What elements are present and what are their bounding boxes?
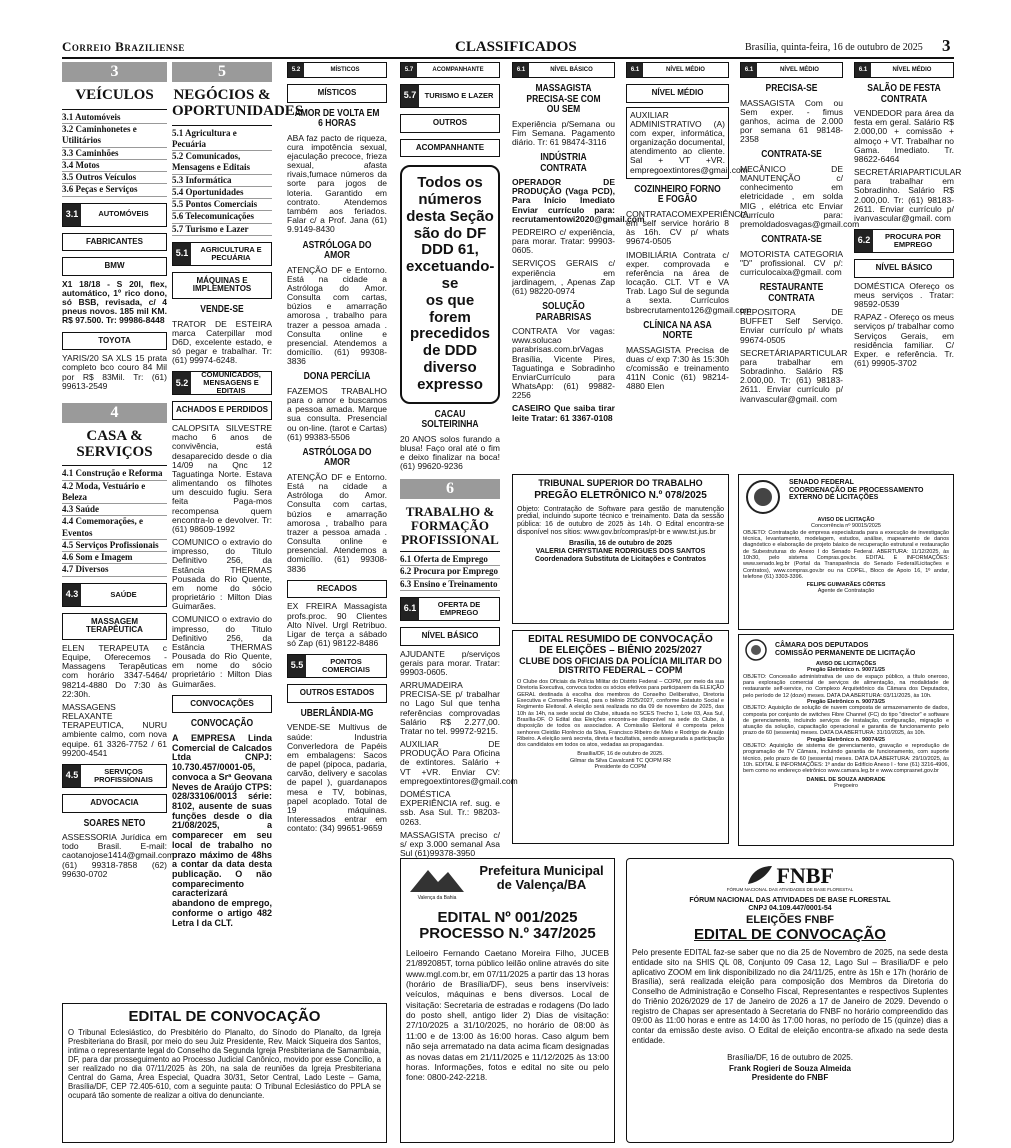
- subcategory-massagem: MASSAGEM TERAPÊUTICA: [62, 613, 167, 640]
- notice-title: CÂMARA DOS DEPUTADOS: [775, 642, 869, 650]
- ad-heading: ASTRÓLOGA DO AMOR: [302, 239, 372, 262]
- notice-camara: [738, 634, 954, 846]
- notice-date: Brasília, 16 de outubro de 2025: [568, 540, 673, 548]
- notice-subtitle: de Valença/BA: [496, 877, 587, 893]
- ad-text: X1 18/18 - S 20I, flex, automático, 1º rico dono, só BSB, revisada, c/ 4 pneus novos. 185 mil KM. R$ 97.500. Tr: 99986-8448: [62, 278, 167, 326]
- category-tag-agricultura: [172, 242, 272, 266]
- column-6: [626, 62, 752, 472]
- promo-line: de DDD: [422, 342, 478, 360]
- column-4: [400, 62, 518, 859]
- section-index-4: [62, 465, 167, 576]
- column-header-number: 6.1: [513, 63, 529, 77]
- category-label: OFERTA DE EMPREGO: [437, 599, 481, 617]
- notice-role: Pregoeiro: [834, 782, 858, 789]
- notice-title: EDITAL RESUMIDO DE CONVOCAÇÃO: [528, 634, 713, 645]
- masthead-rule: [62, 57, 954, 59]
- promo-line: números: [418, 191, 482, 209]
- ad-heading: ASTRÓLOGA DO AMOR: [302, 446, 372, 469]
- ad-heading: UBERLÂNDIA-MG: [300, 707, 374, 719]
- index-item[interactable]: 5.7 Turismo e Lazer: [172, 224, 272, 236]
- category-tag-saude: [62, 583, 167, 607]
- notice-body: Pelo presente EDITAL faz-se saber que no dia 25 de Novembro de 2025, na sede desta entidade sito na SHIS QL 08, Conjunto 09 Casa 12, Lago Sul – Brasília/DF e pelo aplicativo ZOOM em link disponibilizado no dia 24/11/25, entre às 15h e 17h (horário de Brasília), será realizada eleição para composição dos Membros da Diretoria do Conselho de Administração e Conselho Fiscal, Representantes e respectivos Suplentes do Triênio 2026/2029 de 17 de Janeiro de 2026 a 17 de Janeiro de 2029. Devendo o registro de Chapas ser apresentado à Secretaria do FNBF no horário compreendido das 09:00 às 11:00 horas e entre as 14:00 às 17:00 horas, no período de 15 (quinze) dias a contar da emissão deste aviso. O Edital de eleição encontra-se afixado na sede desta entidade.: [632, 948, 948, 1045]
- notice-body: Objeto: Contratação de Software para gestão de manutenção predial, incluindo suporte técnico e treinamento. Data da sessão pública: 16 de outubro de 2025 às 14h. O Edital encontra-se disponível nos sítios: www.gov.br/compras/pt-br e www.tst.jus.br: [517, 505, 724, 536]
- notice-body: OBJETO: Aquisição de sistema de gerenciamento, gravação e reprodução de programação de TV Câmara, incluindo garantia de funcionamento, com suporte técnico, pelo prazo de 60 (sessenta) meses. DATA DA ABERTURA: 29/10/2025, às 10h. EDITAL E INFORMAÇÕES: 1º andar do Edifício Anexo I - fone (61) 3216-4906, bem como no endereço eletrônico www.camara.leg.br e www.comprasnet.gov.br: [743, 743, 949, 775]
- classified-ad: IMOBILIÁRIA Contrata c/ exper. comprovada e referência na área de locação. CLT. VT e VA Trab. Lago Sul de segunda a sexta. Currículos bsbrecrutamento126@gmail.com: [626, 249, 752, 315]
- section-number-5: 5: [172, 62, 272, 82]
- section-title-negocios: NEGÓCIOS & OPORTUNIDADES: [172, 87, 304, 119]
- index-item[interactable]: 5.1 Agricultura e Pecuária: [172, 128, 272, 152]
- subcategory-nivel-basico: NÍVEL BÁSICO: [400, 627, 500, 646]
- category-label: PROCURA POR EMPREGO: [885, 231, 941, 250]
- promo-line: diverso: [423, 359, 477, 377]
- category-number: 4.3: [63, 584, 81, 606]
- notice-header: [743, 639, 949, 661]
- classified-ad: SECRETÁRIAPARTICULAR para trabalhar em Sobradinho. Salário R$ 2.000,00. Tr: (61) 98183-2611. Enviar currículo p/ ivanvascular@gmail. com: [854, 167, 962, 223]
- category-label: SERVIÇOS PROFISSIONAIS: [94, 766, 153, 784]
- classified-ad: MECÂNICO DE MANUTENÇÃO c/ conhecimento em eletricidade , em solda MIG , elétrica etc Enviar Currículo para: premoldadosvagas@gmail.com: [740, 163, 860, 229]
- classified-ad: VENDE-SE Multivus de saúde: Industria Converledora de Papéis em embalagens: Sacos de papel (pipoca, padaria, carvão, delivery e sacolas de papel ), guardanapos mesa e TV, bobinas, papel acoplado. Total de 19 máquinas. Interessados entrar em contato: (34) 99651-9659: [287, 722, 387, 834]
- classified-ad: PEDREIRO c/ experiência, para morar. Tratar: 99903-0605.: [512, 226, 615, 256]
- category-label: AUTOMÓVEIS: [98, 209, 149, 219]
- ad-heading: SOARES NETO: [83, 817, 146, 829]
- notice-title: TRIBUNAL SUPERIOR DO TRABALHO: [538, 478, 703, 488]
- section-index-5: [172, 125, 272, 236]
- newspaper-name: Correio Braziliense: [62, 39, 185, 54]
- notice-valenca: [400, 858, 615, 1143]
- section-title-casa: CASA & SERVIÇOS: [76, 427, 153, 460]
- category-label: AGRICULTURA E PECUÁRIA: [200, 244, 262, 262]
- column-header-number: 5.7: [401, 63, 417, 77]
- category-label: SAÚDE: [110, 589, 137, 599]
- column-header: [287, 62, 387, 78]
- classified-ad: DOMÉSTICA EXPERIÊNCIA ref. sug. e ssb. Asa Sul. Tr.: 98203-0263.: [400, 789, 500, 827]
- category-number: 5.5: [288, 655, 306, 677]
- classified-ad: CONTRATACOMEXPERIÊNCIA em self service horário 8 às 16h. CV p/ whats 99674-0505: [626, 208, 749, 247]
- index-item[interactable]: 5.5 Pontos Comerciais: [172, 199, 272, 211]
- column-header-number: 5.2: [288, 63, 304, 77]
- classified-ad: ASSESSORIA Jurídica em todo Brasil. E-mail: caotanojose1414@gmail.com (61) 99318-7858 (62) 99630-0702: [62, 832, 175, 879]
- classified-ad: SERVIÇOS GERAIS c/ experiência em jardinagem, , Apenas Zap (61) 98220-0974: [512, 258, 615, 296]
- notice-fnbf: [626, 858, 954, 1143]
- promo-line: os que forem: [425, 291, 475, 326]
- index-item[interactable]: 5.3 Informática: [172, 175, 272, 187]
- classified-ad: ARRUMADEIRA PRECISA-SE p/ trabalhar no Lago Sul que tenha referências comprovadas Salário R$ 2.277,00. Tratar no tel. 99972-9215.: [400, 680, 500, 736]
- column-header: [512, 62, 615, 78]
- subcategory-toyota: TOYOTA: [62, 332, 167, 351]
- column-header: [400, 62, 500, 78]
- page-number: 3: [942, 36, 951, 55]
- notice-date: Brasília/DF, 16 de outubro de 2025.: [727, 1052, 853, 1062]
- index-item[interactable]: 3.5 Outros Veículos: [62, 172, 167, 184]
- classified-ad: [62, 280, 167, 326]
- category-number: 5.1: [173, 243, 191, 265]
- classified-ad: A EMPRESA Linda Comercial de Calcados Ltda CNPJ: 10.730.457/0001-05, convoca a Srª Geovana Neves de Araújo CTPS: 028/33106/0013 série: 8102, ausente de suas funções desde o dia 21/08/2025, a comparecer em seu local de trabalho no prazo máximo de 48hs a contar da data desta publicação. O não comparecimento caracterizará abandono de emprego, conforme o artigo 482 Letra I da CLT.: [172, 732, 272, 928]
- index-item[interactable]: 5.4 Oportunidades: [172, 187, 272, 199]
- notice-role: Presidente do COPM: [594, 764, 647, 771]
- ad-heading: CONVOCAÇÃO: [190, 718, 254, 730]
- category-label: TURISMO E LAZER: [424, 90, 494, 100]
- notice-copm: [512, 630, 729, 844]
- notice-signatory: Frank Rogieri de Souza Almeida: [729, 1064, 851, 1074]
- classified-ad: AUXILIAR DE PRODUÇÃO Para Oficina de extintores. Salário + VT +VR. Enviar CV: empregoextintores@gmail.com: [400, 739, 518, 786]
- notice-presbiterio: [62, 1003, 387, 1143]
- notice-title: SENADO FEDERAL: [789, 479, 854, 486]
- notice-header: [743, 479, 949, 515]
- subcategory-misticos: MÍSTICOS: [287, 84, 387, 103]
- section-title-trabalho: TRABALHO & FORMAÇÃO PROFISSIONAL: [401, 504, 499, 547]
- section-number-4: 4: [62, 403, 167, 423]
- column-header-label: NÍVEL BÁSICO: [550, 66, 593, 73]
- index-item[interactable]: 6.3 Ensino e Treinamento: [400, 579, 500, 591]
- ad-heading: SOLUÇÃO PARABRISAS: [535, 301, 592, 323]
- category-tag-comunicados: [172, 371, 272, 395]
- category-tag-oferta: [400, 597, 500, 621]
- classified-ad: AJUDANTE p/serviços gerais para morar. Tratar: 99903-0605.: [400, 648, 500, 677]
- section-title-veiculos: VEÍCULOS: [75, 87, 154, 103]
- column-3: [287, 62, 387, 1002]
- classified-ad: ATENÇÃO DF e Entorno. Está na cidade a Astróloga do Amor. Consulta com cartas, búzios e amarração amorosa , trabalho para trazer a pessoa amada . Consulta online e presencial. Atendemos a domicílio. (61) 99308-3836: [287, 264, 387, 367]
- column-header-label: NÍVEL MÉDIO: [780, 66, 819, 73]
- column-2: [172, 62, 304, 1002]
- index-item[interactable]: 3.2 Caminhonetes e Utilitários: [62, 124, 167, 148]
- classified-ad: SECRETÁRIAPARTICULAR para trabalhar em Sobradinho. Salário R$ 2.000,00. Tr: (61) 98183-2611. Enviar currículo p/ ivanvascular@gmail. com: [740, 347, 848, 404]
- notice-body: OBJETO: Concessão administrativa de uso de espaço público, a título oneroso, para exploração comercial de serviços de alimentação, na modalidade de restaurante self-service, no Complexo Arquitetônico da Câmara dos Deputados, pelo período de 12 (doze) meses. DATA DA ABERTURA: 03/11/2025, às 10h.: [743, 673, 949, 699]
- ad-heading: DONA PERCÍLIA: [303, 371, 371, 383]
- category-tag-pontos: [287, 654, 387, 678]
- column-header-label: NÍVEL MÉDIO: [892, 66, 932, 73]
- column-header: [626, 62, 729, 78]
- classified-ad: MOTORISTA CATEGORIA "D" profissional. CV p/: curriculocaixa@gmail. com: [740, 248, 843, 277]
- subcategory-outros-estados: OUTROS ESTADOS: [287, 684, 387, 703]
- category-tag-automoveis: [62, 203, 167, 227]
- classified-ad: FAZEMOS TRABALHO para o amor e buscamos a pessoa amada. Marque sua consulta. Presencial ou on-line. (tarot e Cartas) (61) 99383-5506: [287, 385, 387, 442]
- subcategory-nivel-medio: NÍVEL MÉDIO: [626, 84, 729, 103]
- classified-ad: MASSAGISTA Com ou Sem exper. - fimus ganhos, acima de 2.000 por semana 61 98148-2358: [740, 97, 843, 145]
- logo-caption: Valença da Bahia: [417, 895, 457, 902]
- notice-body: Leiloeiro Fernando Caetano Moreira Filho, JUCEB 21/892085T, torna público leilão online através do site www.mgl.com.br, em 07/11/2025 a partir das 13 horas (horário de Brasília/DF), seus bens inservíveis: veículos, máquinas e bens diversos. Local de visitação: Secretaria de estradas e rodagens (Do lado do posto shell, antigo lider 2) Dias de visitação: 27/10/2025 a 31/10/2025, no horário de 08:00 às 11:00 e de 13:00 às 16:00 horas. Caso algum bem não seja arrematado na data acima ficam designadas as novas datas em 21/11/2025 e 11/12/2025 às 13:00 horas. Informações, fotos e edital no site ou pelo fone: 0800-242-2218.: [406, 947, 609, 1083]
- column-8: [854, 62, 962, 472]
- notice-role: Presidente do FNBF: [751, 1072, 829, 1082]
- notice-header: [406, 864, 609, 902]
- notice-signatory: DANIEL DE SOUZA ANDRADE: [806, 776, 886, 783]
- subcategory-convocacoes: CONVOCAÇÕES: [172, 695, 272, 714]
- notice-subhead: Pregão Eletrônico n. 90071/25: [807, 667, 885, 674]
- valenca-logo: [406, 864, 468, 902]
- index-item[interactable]: 4.1 Construção e Reforma: [62, 468, 167, 480]
- index-item[interactable]: 5.6 Telecomunicações: [172, 211, 272, 223]
- notice-heading: ELEIÇÕES FNBF: [745, 914, 834, 927]
- category-number: 4.5: [63, 765, 81, 787]
- notice-subhead: Pregão Eletrônico n. 90073/25: [807, 698, 885, 705]
- edition-date: Brasília, quinta-feira, 16 de outubro de 2025: [745, 42, 923, 53]
- subcategory-achados: ACHADOS E PERDIDOS: [172, 401, 272, 420]
- subcategory-fabricantes: FABRICANTES: [62, 233, 167, 252]
- mountain-logo-icon: [408, 864, 466, 894]
- notice-subtitle: CLUBE DOS OFICIAIS DA POLÍCIA MILITAR DO DISTRITO FEDERAL – COPM: [519, 655, 722, 676]
- logo-caption: FÓRUM NACIONAL DAS ATIVIDADES DE BASE FLORESTAL: [726, 887, 854, 893]
- logo-text: FNBF: [776, 863, 834, 889]
- notice-subhead: AVISO DE LICITAÇÃO: [817, 517, 875, 523]
- subcategory-bmw: BMW: [62, 257, 167, 276]
- subcategory-acompanhante: ACOMPANHANTE: [400, 139, 500, 158]
- category-tag-procura: [854, 229, 954, 253]
- column-header-label: NÍVEL MÉDIO: [666, 66, 705, 73]
- index-item[interactable]: 5.2 Comunicados, Mensagens e Editais: [172, 151, 272, 175]
- notice-signatory: FELIPE GUIMARÃES CÔRTES: [806, 582, 886, 589]
- promo-line: são do DF: [413, 224, 487, 242]
- ad-heading: MASSAGISTA PRECISA-SE COM OU SEM: [526, 83, 601, 115]
- column-7: [740, 62, 860, 472]
- notice-subtitle: CNPJ 04.109.447/0001-54: [748, 904, 832, 912]
- classified-ad: TRATOR DE ESTEIRA marca Caterpillar mod D6D, excelente estado, e só pegar e trabalhar. Tr: (61) 99974-6248.: [172, 318, 272, 366]
- category-number: 6.2: [855, 230, 873, 252]
- notice-role: Coordenadora Substituta de Licitações e Contratos: [534, 555, 707, 563]
- notice-body: O Clube dos Oficiais da Polícia Militar do Distrito Federal – COPM, por meio da sua Diretoria Executiva, convoca todos os sócios efetivos para participarem da ELEIÇÃO GERAL destinada à escolha dos membros do Conselho Deliberativo, Diretoria Executiva e Conselho Fiscal, para o biênio 2025/2027, conforme Estatuto Social e Regimento Eleitoral. A eleição será realizada no dia 09 de novembro de 2025, das 10h às 14h, na sede social do Clube, situada no SCES Trecho 1, Lote 03, Asa Sul, Brasília-DF. O Edital das Eleições encontra-se disponível na sede do Clube, à disposição de todos os associados. A Comissão Eleitoral é composta pelos senhores Cleidão Florêncio da Silva, Francisco Ribeiro de Melo e Rodrigo de Araújo Ribeiro. A eleição será secreta, direta e facultativa, sendo assegurada a participação dos candidatos em todos os atos, vedadas as propagandas.: [517, 679, 724, 749]
- classified-ad: MASSAGENS RELAXANTE TERAPEUTICA, NURU ambiente calmo, com nova equipe. 61 3326-7752 / 61 99200-4541: [62, 701, 167, 758]
- column-header: [854, 62, 954, 78]
- column-header-number: 6.1: [855, 63, 871, 77]
- notice-subtitle: DE ELEIÇÕES – BIÊNIO 2025/2027: [539, 644, 702, 656]
- index-item[interactable]: 4.6 Som e Imagem: [62, 552, 167, 564]
- classified-ad: MASSAGISTA Precisa de duas c/ exp 7:30 às 15:30h c/comissão e treinamento 411N Conic (61) 98214-4880 Elen: [626, 344, 729, 392]
- classified-ad: 20 ANOS solos furando a blusa! Faço oral até o fim e deixo finalizar na boca! (61) 99620-9236: [400, 433, 500, 472]
- category-number: 6.1: [401, 598, 419, 620]
- subcategory-recados: RECADOS: [287, 580, 387, 599]
- notice-date: Brasília/DF, 16 de outubro de 2025.: [577, 751, 664, 758]
- camara-seal-icon: [743, 639, 769, 661]
- ad-heading: RESTAURANTE CONTRATA: [759, 282, 824, 304]
- classified-ad: DOMÉSTICA Ofereço os meus serviços . Tratar: 98592-0539: [854, 280, 954, 310]
- category-label: PONTOS COMERCIAIS: [322, 657, 370, 675]
- notice-title: Prefeitura Municipal: [479, 863, 604, 878]
- ad-heading: INDÚSTRIA CONTRATA: [540, 152, 587, 174]
- category-number: 5.2: [173, 372, 191, 394]
- promo-line: precedidos: [409, 325, 491, 343]
- classified-ad: MASSAGISTA preciso c/ s/ exp 3.000 semanal Asa Sul (61)99378-3950: [400, 829, 500, 859]
- index-item[interactable]: 4.4 Comemorações, e Eventos: [62, 516, 167, 540]
- column-header-number: 6.1: [741, 63, 757, 77]
- category-tag-servicos: [62, 764, 167, 788]
- section-index-3: [62, 109, 167, 197]
- promo-line: DDD 61,: [421, 241, 479, 259]
- notice-subhead: AVISO DE LICITAÇÕES: [815, 661, 877, 667]
- ddd-notice-promo: [400, 165, 500, 403]
- subcategory-nivel-basico: NÍVEL BÁSICO: [854, 259, 954, 278]
- promo-line: expresso: [417, 375, 483, 393]
- notice-heading: EDITAL Nº 001/2025: [437, 908, 578, 926]
- notice-subhead: Concorrência nº 90015/2025: [811, 523, 881, 530]
- promo-line: desta Seção: [406, 207, 494, 225]
- index-item[interactable]: 3.3 Caminhões: [62, 148, 167, 160]
- category-label: COMUNICADOS, MENSAGENS E EDITAIS: [201, 369, 261, 396]
- column-header-label: MÍSTICOS: [330, 66, 360, 73]
- classified-ad: RAPAZ - Ofereço os meus serviços p/ trabalhar como Serviços Gerais, em residência familiar. C/ Exper. e referência. Tr. (61) 99905-3702: [854, 312, 954, 369]
- subcategory-outros: OUTROS: [400, 114, 500, 133]
- index-item[interactable]: 4.2 Moda, Vestuário e Beleza: [62, 481, 167, 505]
- ad-heading: CLÍNICA NA ASA NORTE: [643, 319, 712, 342]
- notice-heading: EDITAL DE CONVOCAÇÃO: [694, 926, 886, 943]
- notice-role: Agente de Contratação: [817, 588, 875, 595]
- ad-heading: COZINHEIRO FORNO E FOGÃO: [634, 183, 721, 206]
- section-number-3: 3: [62, 62, 167, 82]
- classified-ad: REPOSITORA DE BUFFET Self Serviço. Enviar currículo p/ whats 99674-0505: [740, 307, 843, 345]
- index-item[interactable]: 4.5 Serviços Profissionais: [62, 540, 167, 552]
- notice-body: OBJETO: Aquisição de solução de nuvem composta de armazenamento de dados, composta por conjunto de switches Fibre Channel (FC) do tipo "director" e software de gerenciamento, incluindo serviços de instalação, configuração, migração e atuação da solução, capacitação operacional e garantia de funcionamento pelo prazo de 60 (sessenta) meses. DATA DA ABERTURA: 31/10/2025, às 10h.: [743, 705, 949, 737]
- notice-subtitle: PREGÃO ELETRÔNICO N.º 078/2025: [534, 489, 707, 501]
- classified-ad: Experiência p/Semana ou Fim Semana. Pagamento diário. Tr: 61 98474-3116: [512, 118, 615, 147]
- promo-line: Todos os: [417, 174, 483, 192]
- notice-title: EDITAL DE CONVOCAÇÃO: [128, 1008, 321, 1025]
- column-header-label: ACOMPANHANTE: [432, 66, 484, 73]
- classified-ad: VENDEDOR para área da festa em geral. Salário R$ 2.000,00 + comissão + almoço + VT. Trabalhar no Gama. Imediato. Tr. 98622-6464: [854, 108, 954, 164]
- classified-ad: CASEIRO Que saiba tirar leite Tratar: 61 3367-0108: [512, 403, 615, 423]
- classified-ad: COMUNICO o extravio do impresso, do Titulo Definitivo 256, da Estância THERMAS Pousada do Rio Quente, em nome do sócio proprietário : Milton Dias Guimarães.: [172, 537, 272, 612]
- index-item[interactable]: 6.1 Oferta de Emprego: [400, 554, 500, 566]
- notice-signatory: Gilmar da Silva Cavalcanti TC QOPM RR: [569, 757, 672, 764]
- classified-ad: AUXILIAR ADMINISTRATIVO (A) com exper, informática, organização documental, atendimento ao cliente. Sal + VT +VR. empregoextintores@gmail.com: [626, 107, 729, 179]
- classified-ad: ATENÇÃO DF e Entorno. Está na cidade a Astróloga do Amor. Consulta com cartas, búzios e amarração amorosa , trabalho para trazer a pessoa amada . Consulta online e presencial. Atendemos a domicílio. (61) 99308-3836: [287, 471, 387, 574]
- column-5: [512, 62, 645, 472]
- ad-heading: CONTRATA-SE: [761, 234, 822, 246]
- index-item[interactable]: 6.2 Procura por Emprego: [400, 566, 500, 578]
- senado-seal-icon: [743, 479, 783, 515]
- index-item[interactable]: 3.6 Peças e Serviços: [62, 184, 167, 196]
- index-item[interactable]: 3.4 Motos: [62, 160, 167, 172]
- column-1: [62, 62, 175, 1062]
- ad-heading: VENDE-SE: [200, 304, 244, 315]
- fnbf-logo: [632, 864, 948, 893]
- category-number: 3.1: [63, 204, 81, 226]
- ad-heading: CACAU SOLTEIRINHA: [421, 408, 479, 431]
- notice-subhead: Pregão Eletrônico n. 90074/25: [807, 736, 885, 743]
- section-number-6: 6: [400, 479, 500, 499]
- subcategory-maquinas: MÁQUINAS E IMPLEMENTOS: [172, 272, 272, 299]
- classified-ad: EX FREIRA Massagista profs.proc. 90 Clientes Alto Nível. Urgl Retribuo. Ligar de terça a sábado só Zap (61) 98122-8486: [287, 601, 387, 649]
- column-header-number: 6.1: [627, 63, 643, 77]
- promo-line: excetuando-se: [406, 258, 495, 293]
- column-header: [740, 62, 843, 78]
- notice-body: OBJETO: Contratação de empresa especializada para a execução de investigação técnica, levantamento, modelagem, estudos, análise, mapeamento de danos diagnóstico e elaboração de projeto básico de recuperação estrutural e restauração de Subestruturas do Anexo I do Senado Federal. ABERTURA: 11/12/2025, às 10h30, pelo sistema Compras.gov.br. EDITAL E INFORMAÇÕES: www.senado.leg.br (Portal da Transparência do Senado Federal/Licitações e Contratos), www.compras.gov.br ou na COPEL, Bloco de Apoio 16, 1º andar, telefone (61) 3303-3396.: [743, 529, 949, 580]
- notice-senado: [738, 474, 954, 630]
- subcategory-advocacia: ADVOCACIA: [62, 794, 167, 813]
- classified-ad: YARIS/20 SA XLS 15 prata completo bco couro 84 Mil por R$ 83Mil. Tr: (61) 99613-2549: [62, 353, 167, 391]
- classified-ad: CONTRATA Vor vagas: www.solucao parabrisas.com.brVagas Brasília, Vicente Pires, Taguatinga e Sobradinho EnviarCurrículo para WhatsApp: (61) 99882-2256: [512, 326, 615, 401]
- ad-heading: AMOR DE VOLTA EM 6 HORAS: [294, 107, 380, 130]
- notice-subtitle: COORDENAÇÃO DE PROCESSAMENTO EXTERNO DE LICITAÇÕES: [789, 486, 924, 502]
- ad-heading: PRECISA-SE: [765, 83, 818, 94]
- notice-heading: PROCESSO N.º 347/2025: [419, 924, 596, 942]
- classified-ad: OPERADOR DE PRODUÇÃO (Vaga PCD), Para Início Imediato Enviar currículo para: recrutamentowi2020@gmail.com: [512, 177, 645, 224]
- index-item[interactable]: 3.1 Automóveis: [62, 112, 167, 124]
- category-tag-turismo: [400, 84, 500, 108]
- classified-ad: CALOPSITA SILVESTRE macho 6 anos de convivência, está desaparecido desde o dia 14/09 na Qnc 12 Taguatinga Norte. Estava alimentando os filhotes um descuido fugiu. Sera feita Paga-mos recompensa quem encontra-lo e devolver. Tr: (61) 98609-1992: [172, 422, 272, 534]
- classified-ad: ABA faz pacto de riqueza, cura impotência sexual, ejaculação precoce, frieza sexual, afasta rivais,fumace números da sorte para jogos de loteria. Garantido em contrato. Atendemos também aos feriados. Falar c/ a Prof. Jana (61) 9.9149-8430: [287, 132, 387, 235]
- classified-ad: ELEN TERAPEUTA c Equipe, Oferecemos - Massagens Terapêuticas com horário 3347-5464/ 98214-4880 Do 7:30 às 22:30h.: [62, 642, 167, 699]
- category-number: 5.7: [401, 85, 419, 107]
- notice-signatory: VALERIA CHRYSTIANE RODRIGUES DOS SANTOS: [535, 547, 706, 555]
- notice-title: FÓRUM NACIONAL DAS ATIVIDADES DE BASE FLORESTAL: [689, 897, 891, 905]
- ad-heading: CONTRATA-SE: [761, 149, 822, 161]
- notice-body: O Tribunal Eclesiástico, do Presbitério do Planalto, do Sínodo do Planalto, da Igreja Presbiteriana do Brasil, por meio do seu Juiz Presidente, Rev. Maick Siqueira dos Santos, intima o representante legal do Conselho da Segunda Igreja Presbiteriana de Samambaia, DF, para dar prosseguimento ao Processo Judicial Canônico, movido por esse Concílio, a ser realizado no dia 07/11/2025 às 20h, na sala de reuniões da Igreja Presbiteriana Central do Gama, Área Especial, Quadra 30/31, Setor Central, Lado Leste – Gama, Brasília/DF, CEP 72.405-610, com a seguinte pauta: O Tribunal Eclesiástico do PPLA se ocupará tão somente de realizar a oitiva do denunciante.: [68, 1028, 381, 1100]
- section-title: CLASSIFICADOS: [455, 39, 577, 55]
- classified-ad: COMUNICO o extravio do impresso, do Titulo Definitivo 256, da Estância THERMAS Pousada do Rio Quente, em nome do sócio proprietário : Milton Dias Guimarães.: [172, 614, 272, 689]
- section-index-6: [400, 551, 500, 591]
- index-item[interactable]: 4.3 Saúde: [62, 504, 167, 516]
- index-item[interactable]: 4.7 Diversos: [62, 564, 167, 576]
- ad-heading: SALÃO DE FESTA CONTRATA: [867, 83, 941, 105]
- notice-tst: [512, 474, 729, 624]
- notice-subtitle: COMISSÃO PERMANENTE DE LICITAÇÃO: [775, 650, 916, 657]
- fnbf-leaf-icon: [746, 864, 774, 888]
